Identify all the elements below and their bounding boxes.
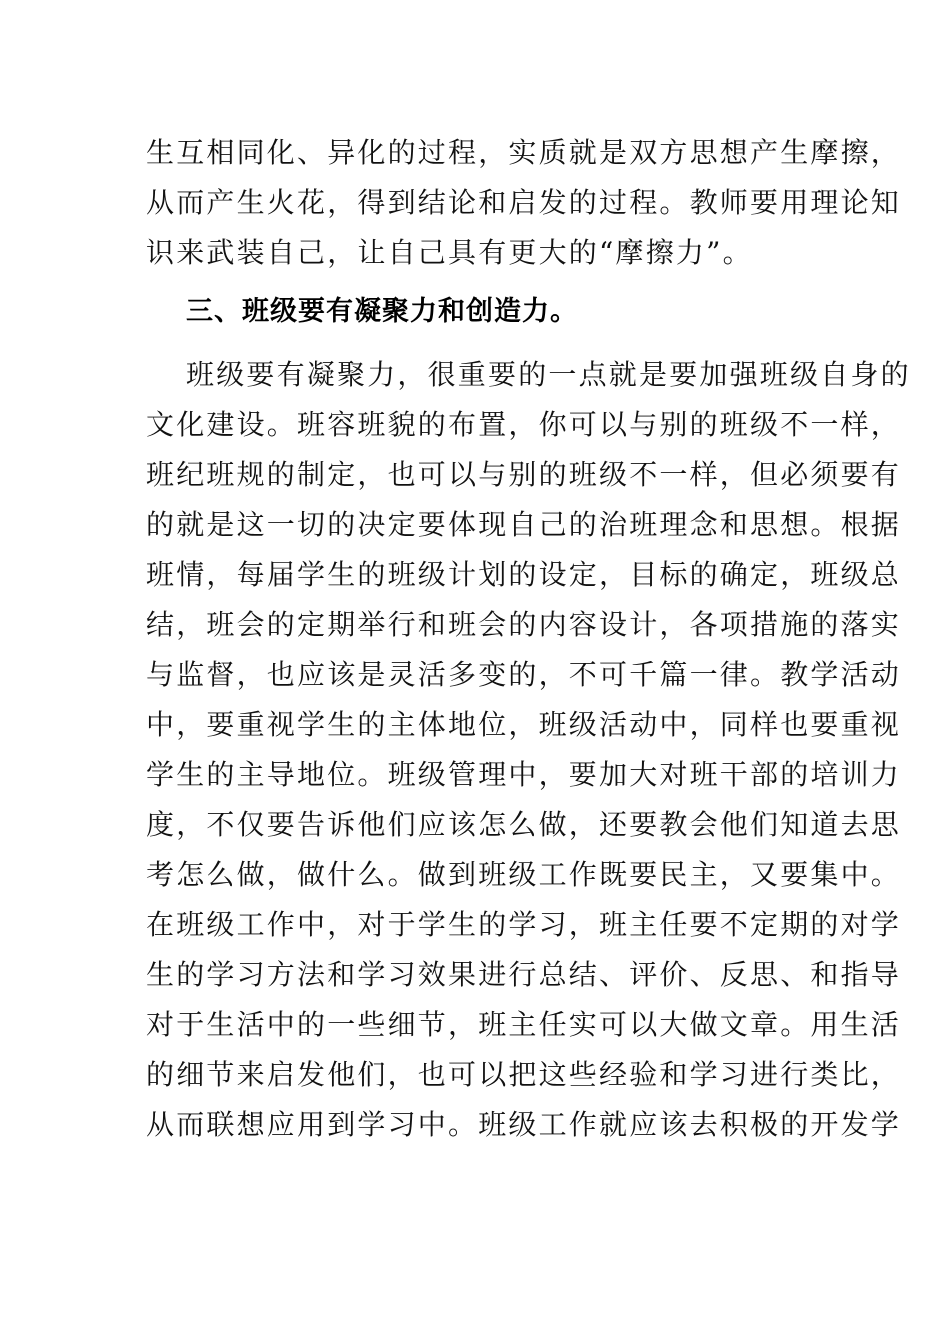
paragraph-line: 度，不仅要告诉他们应该怎么做，还要教会他们知道去思 (146, 808, 902, 841)
paragraph-line: 与监督，也应该是灵活多变的，不可千篇一律。教学活动 (146, 658, 902, 691)
paragraph-line: 考怎么做，做什么。做到班级工作既要民主，又要集中。 (146, 858, 902, 891)
paragraph-line: 从而产生火花，得到结论和启发的过程。教师要用理论知 (146, 186, 902, 219)
paragraph-line: 文化建设。班容班貌的布置，你可以与别的班级不一样， (146, 408, 902, 441)
paragraph-line: 结，班会的定期举行和班会的内容设计，各项措施的落实 (146, 608, 902, 641)
paragraph-line: 对于生活中的一些细节，班主任实可以大做文章。用生活 (146, 1008, 902, 1041)
paragraph-line: 班纪班规的制定，也可以与别的班级不一样，但必须要有 (146, 458, 902, 491)
paragraph-line: 生互相同化、异化的过程，实质就是双方思想产生摩擦， (146, 136, 902, 169)
paragraph-line: 中，要重视学生的主体地位，班级活动中，同样也要重视 (146, 708, 902, 741)
paragraph-line: 从而联想应用到学习中。班级工作就应该去积极的开发学 (146, 1108, 902, 1141)
paragraph-line: 生的学习方法和学习效果进行总结、评价、反思、和指导 (146, 958, 902, 991)
paragraph-line: 学生的主导地位。班级管理中，要加大对班干部的培训力 (146, 758, 902, 791)
paragraph-line: 在班级工作中，对于学生的学习，班主任要不定期的对学 (146, 908, 902, 941)
paragraph-line: 班级要有凝聚力，很重要的一点就是要加强班级自身的 (186, 358, 911, 391)
paragraph-line: 班情，每届学生的班级计划的设定，目标的确定，班级总 (146, 558, 902, 591)
paragraph-line: 识来武装自己，让自己具有更大的“摩擦力”。 (146, 236, 753, 269)
section-heading: 三、班级要有凝聚力和创造力。 (186, 296, 578, 327)
paragraph-line: 的就是这一切的决定要体现自己的治班理念和思想。根据 (146, 508, 902, 541)
paragraph-line: 的细节来启发他们，也可以把这些经验和学习进行类比， (146, 1058, 902, 1091)
